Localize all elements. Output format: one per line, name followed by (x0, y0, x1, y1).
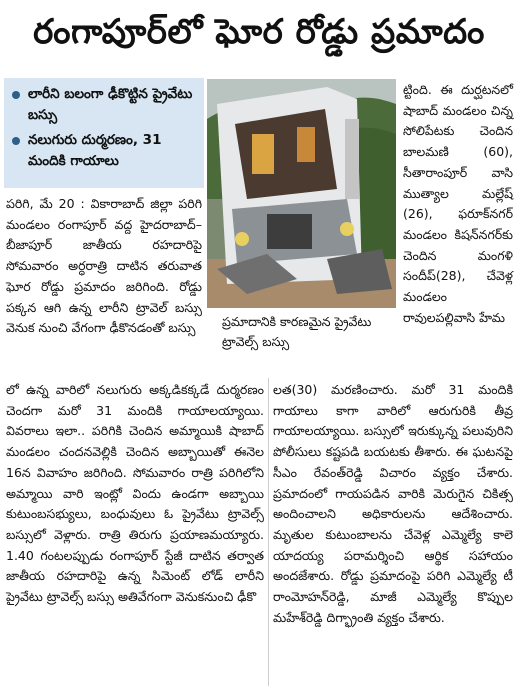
article-paragraph: ట్టింది. ఈ దుర్ఘటనలో షాబాద్‌ మండలం చిన్న సోలిపేటకు చెందిన బాలమణి (60), సీతారాంపూర్‌ వాసి ముత్యాల మల్లేష్‌ (26), ఫరూక్‌నగర్‌ మండలం కిషన్‌నగర్‌కు చెందిన మంగళి సందీప్‌(28), చేవెళ్ల మండలం రావులపల్లివాసి హేమ (403, 82, 513, 325)
column-divider (268, 378, 269, 686)
highlights-box (4, 78, 204, 188)
bullet-icon (12, 91, 20, 99)
article-paragraph: లో ఉన్న వారిలో నలుగురు అక్కడికక్కడే దుర్మరణం చెందగా మరో 31 మందికి గాయాలయ్యాయి. వివరాలు ఇలా.. పరిగికి చెందిన అమ్మాయికి షాబాద్‌ మండలం చందనవెల్లికి చెందిన అబ్బాయితో ఈనెల 16న వివాహం జరిగింది. సోమవారం రాత్రి పరిగిలోని అమ్మాయి వారి ఇంట్లో విందు ఉండగా అబ్బాయి కుటుంబసభ్యులు, బంధువులు ఓ ప్రైవేటు ట్రావెల్స్‌ బస్సులో వెళ్లారు. రాత్రి తిరుగు ప్రయాణమయ్యారు. 1.40 గంటలప్పుడు రంగాపూర్‌ స్టేజీ దాటిన తర్వాత జాతీయ రహదారిపై ఉన్న సిమెంట్‌ లోడ్‌ లారీని ప్రైవేటు ట్రావెల్స్‌ బస్సు అతివేగంగా వెనుకనుంచి ఢీకొ (6, 382, 264, 605)
article-paragraph: పరిగి, మే 20 : వికారాబాద్‌ జిల్లా పరిగి మండలం రంగాపూర్‌ వద్ద హైదరాబాద్‌– బీజాపూర్‌ జాతీయ రహదారిపై సోమవారం అర్ధరాత్రి దాటిన తరువాత ఘోర రోడ్డు ప్రమాదం జరిగింది. రోడ్డు పక్కన ఆగి ఉన్న లారీని ట్రావెల్‌ బస్సు వెనుక నుంచి వేగంగా ఢీకొనడంతో బస్సు (6, 196, 202, 336)
article-column-left (6, 194, 202, 339)
bullet-icon (12, 137, 20, 145)
highlight-text: లారీని బలంగా ఢీకొట్టిన ప్రైవేటు బస్సు (28, 86, 193, 123)
headline: రంగాపూర్‌లో ఘోర రోడ్డు ప్రమాదం (33, 12, 485, 52)
photo-caption: ప్రమాదానికి కారణమైన ప్రైవేటు ట్రావెల్స్‌ బస్సు (222, 314, 372, 349)
article-paragraph: లత(30) మరణించారు. మరో 31 మందికి గాయాలు కాగా వారిలో ఆరుగురికి తీవ్ర గాయాలయ్యాయి. బస్సులో ఇరుక్కున్న పలువురిని పోలీసులు కష్టపడి బయటకు తీశారు. ఈ ఘటనపై సీఎం రేవంత్‌రెడ్డి విచారం వ్యక్తం చేశారు. ప్రమాదంలో గాయపడిన వారికి మెరుగైన చికిత్స అందించాలని అధికారులను ఆదేశించారు. మృతుల కుటుంబాలను చేవెళ్ల ఎమ్మెల్యే కాలె యాదయ్య పరామర్శించి ఆర్థిక సహాయం అందజేశారు. రోడ్డు ప్రమాదంపై పరిగి ఎమ్మెల్యే టీ రాంమోహన్‌రెడ్డి, మాజీ ఎమ్మెల్యే కొప్పుల మహేశ్‌రెడ్డి దిగ్భ్రాంతి వ్యక్తం చేశారు. (273, 382, 513, 625)
bus-accident-photo (207, 79, 396, 308)
highlight-text: నలుగురు దుర్మరణం, 31 మందికి గాయాలు (28, 132, 162, 169)
article-column-bottom-left (6, 380, 264, 608)
article-column-right (403, 80, 513, 328)
highlight-item (12, 84, 198, 126)
highlight-item (12, 130, 198, 172)
article-column-bottom-right (273, 380, 513, 628)
